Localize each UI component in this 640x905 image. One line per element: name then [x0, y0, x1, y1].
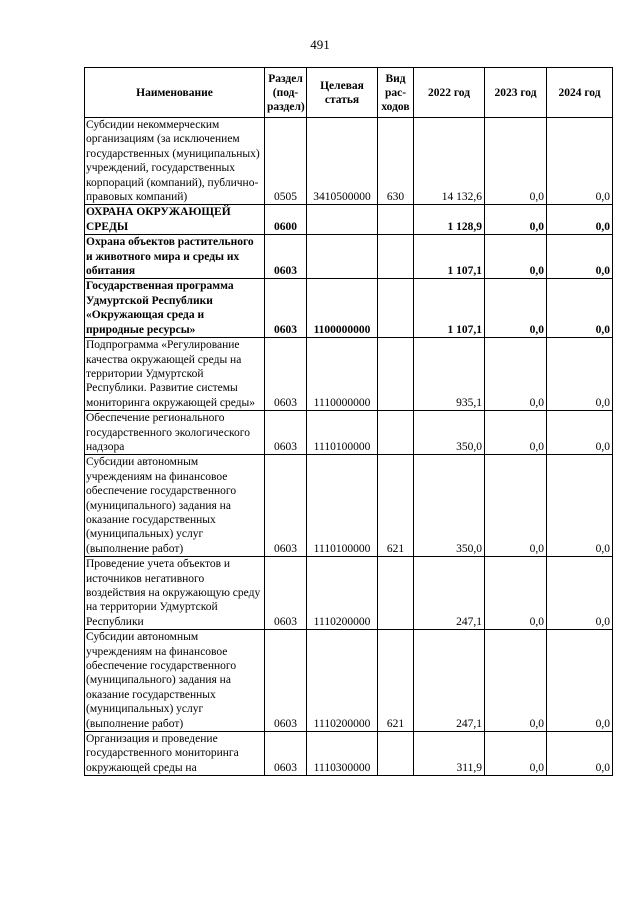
- table-row: [85, 411, 613, 455]
- row-2022-cell: 1 107,1: [414, 235, 485, 279]
- row-target-cell: [307, 235, 378, 279]
- row-2023-cell: 0,0: [485, 279, 547, 338]
- row-2023-cell: 0,0: [485, 557, 547, 630]
- row-2023-cell: 0,0: [485, 630, 547, 732]
- row-target-cell: 1110200000: [307, 557, 378, 630]
- row-section-cell: 0603: [265, 455, 307, 557]
- header-2023: 2023 год: [485, 68, 547, 118]
- row-type-cell: [378, 557, 414, 630]
- budget-table: [84, 67, 613, 776]
- row-2024-cell: 0,0: [547, 732, 613, 776]
- row-2024-cell: 0,0: [547, 235, 613, 279]
- row-2024-cell: 0,0: [547, 118, 613, 205]
- row-2022-cell: 1 107,1: [414, 279, 485, 338]
- row-type-cell: [378, 235, 414, 279]
- row-2024-cell: 0,0: [547, 338, 613, 411]
- row-name-cell: Обеспечение регионального государственного экологического надзора: [85, 411, 265, 455]
- row-2022-cell: 350,0: [414, 411, 485, 455]
- row-type-cell: 621: [378, 455, 414, 557]
- header-section: Раздел (под- раздел): [265, 68, 307, 118]
- row-section-cell: 0603: [265, 732, 307, 776]
- header-name: Наименование: [85, 68, 265, 118]
- row-type-cell: [378, 732, 414, 776]
- row-target-cell: 1110300000: [307, 732, 378, 776]
- row-2022-cell: 247,1: [414, 630, 485, 732]
- row-name-cell: Охрана объектов растительного и животного мира и среды их обитания: [85, 235, 265, 279]
- row-name-cell: Субсидии автономным учреждениям на финансовое обеспечение государственного (муниципального) задания на оказание государственных (муниципальных) услуг (выполнение работ): [85, 630, 265, 732]
- row-target-cell: 1100000000: [307, 279, 378, 338]
- row-name-cell: Субсидии автономным учреждениям на финансовое обеспечение государственного (муниципального) задания на оказание государственных (муниципальных) услуг (выполнение работ): [85, 455, 265, 557]
- table-row: [85, 279, 613, 338]
- row-type-cell: [378, 205, 414, 235]
- row-2023-cell: 0,0: [485, 118, 547, 205]
- table-row: [85, 338, 613, 411]
- row-section-cell: 0603: [265, 630, 307, 732]
- row-2022-cell: 14 132,6: [414, 118, 485, 205]
- row-type-cell: [378, 411, 414, 455]
- row-name-cell: Субсидии некоммерческим организациям (за исключением государственных (муниципальных) учреждений, государственных корпораций (компаний), публично-правовых компаний): [85, 118, 265, 205]
- table-row: [85, 235, 613, 279]
- table-row: [85, 455, 613, 557]
- row-target-cell: 1110200000: [307, 630, 378, 732]
- row-2022-cell: 247,1: [414, 557, 485, 630]
- table-row: [85, 118, 613, 205]
- row-type-cell: [378, 279, 414, 338]
- row-2024-cell: 0,0: [547, 411, 613, 455]
- row-type-cell: 621: [378, 630, 414, 732]
- header-2022: 2022 год: [414, 68, 485, 118]
- row-type-cell: 630: [378, 118, 414, 205]
- row-section-cell: 0603: [265, 235, 307, 279]
- row-target-cell: 1110000000: [307, 338, 378, 411]
- row-2022-cell: 1 128,9: [414, 205, 485, 235]
- header-row: [85, 68, 613, 118]
- row-target-cell: 1110100000: [307, 411, 378, 455]
- row-section-cell: 0603: [265, 411, 307, 455]
- row-name-cell: Организация и проведение государственного мониторинга окружающей среды на: [85, 732, 265, 776]
- row-name-cell: Государственная программа Удмуртской Республики «Окружающая среда и природные ресурсы»: [85, 279, 265, 338]
- table-row: [85, 732, 613, 776]
- row-2024-cell: 0,0: [547, 279, 613, 338]
- row-2022-cell: 350,0: [414, 455, 485, 557]
- row-2022-cell: 935,1: [414, 338, 485, 411]
- row-2023-cell: 0,0: [485, 235, 547, 279]
- table-row: [85, 205, 613, 235]
- row-2023-cell: 0,0: [485, 732, 547, 776]
- row-section-cell: 0603: [265, 338, 307, 411]
- row-2022-cell: 311,9: [414, 732, 485, 776]
- row-section-cell: 0603: [265, 279, 307, 338]
- header-type: Вид рас- ходов: [378, 68, 414, 118]
- row-name-cell: Проведение учета объектов и источников негативного воздействия на окружающую среду на территории Удмуртской Республики: [85, 557, 265, 630]
- row-2023-cell: 0,0: [485, 338, 547, 411]
- header-target: Целевая статья: [307, 68, 378, 118]
- row-target-cell: 3410500000: [307, 118, 378, 205]
- row-2024-cell: 0,0: [547, 455, 613, 557]
- table-row: [85, 630, 613, 732]
- table-row: [85, 557, 613, 630]
- row-2023-cell: 0,0: [485, 205, 547, 235]
- row-2024-cell: 0,0: [547, 557, 613, 630]
- row-2024-cell: 0,0: [547, 630, 613, 732]
- row-name-cell: Подпрограмма «Регулирование качества окружающей среды на территории Удмуртской Республики. Развитие системы мониторинга окружающей среды»: [85, 338, 265, 411]
- row-2024-cell: 0,0: [547, 205, 613, 235]
- row-name-cell: ОХРАНА ОКРУЖАЮЩЕЙ СРЕДЫ: [85, 205, 265, 235]
- row-2023-cell: 0,0: [485, 455, 547, 557]
- row-section-cell: 0600: [265, 205, 307, 235]
- row-2023-cell: 0,0: [485, 411, 547, 455]
- row-section-cell: 0505: [265, 118, 307, 205]
- page-number: 491: [310, 37, 330, 52]
- row-type-cell: [378, 338, 414, 411]
- row-section-cell: 0603: [265, 557, 307, 630]
- row-target-cell: 1110100000: [307, 455, 378, 557]
- header-2024: 2024 год: [547, 68, 613, 118]
- row-target-cell: [307, 205, 378, 235]
